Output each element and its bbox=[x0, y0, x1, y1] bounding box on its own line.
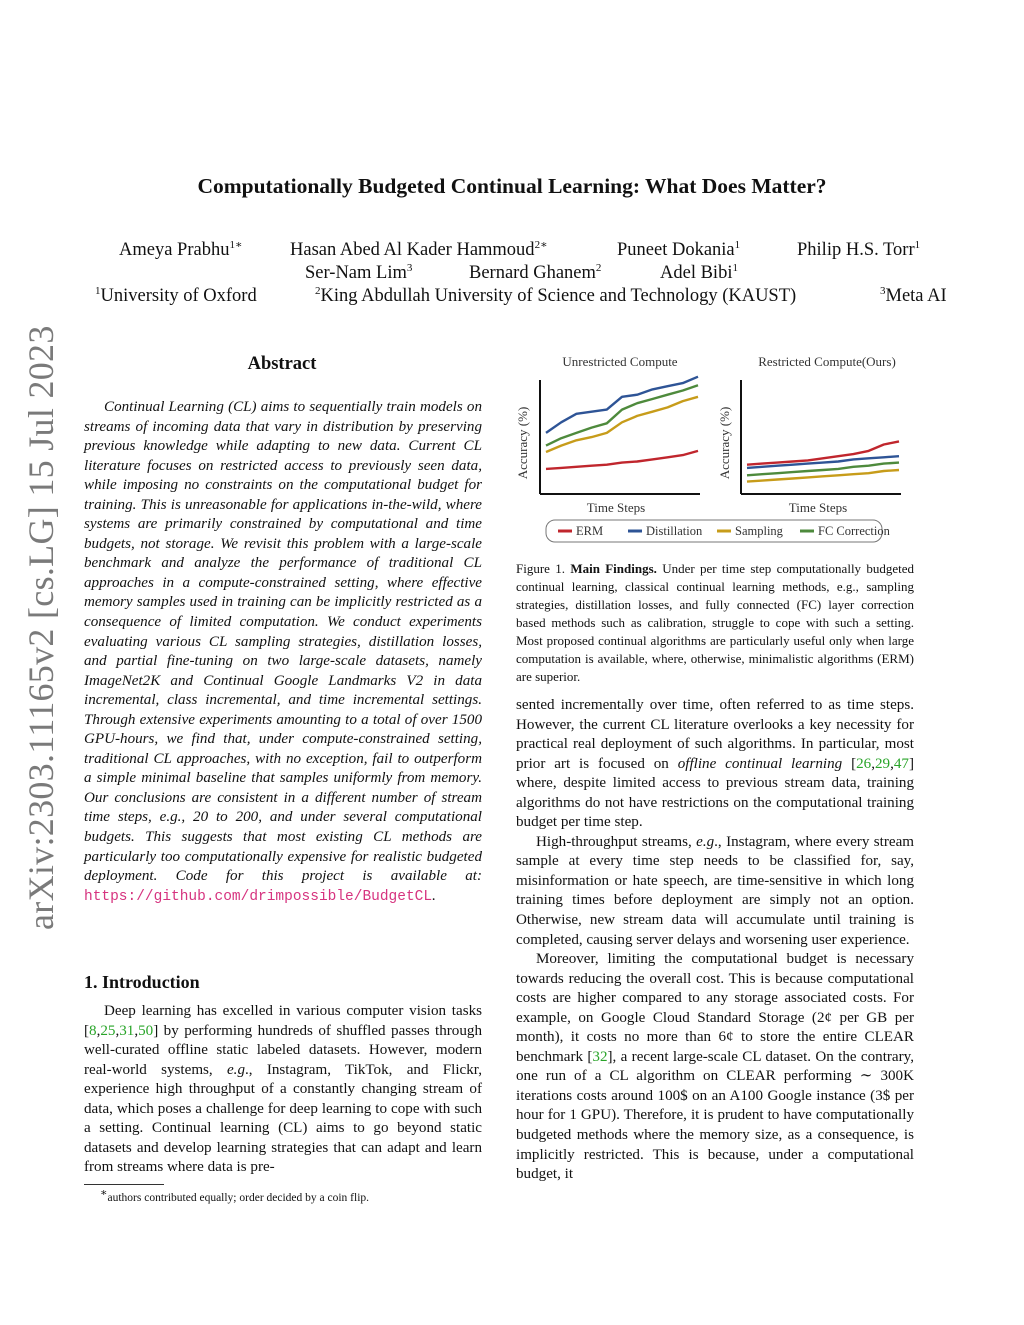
y-axis-label: Accuracy (%) bbox=[515, 406, 530, 480]
series-line-sampling bbox=[546, 397, 698, 452]
figure-1 bbox=[510, 348, 920, 548]
figure-caption: Figure 1. Main Findings. Under per time step computationally budgeted continual learning, classical continual learning methods, e.g., sampling strategies, distillation losses, and fully connected (FC) layer correction based methods such as calibration, struggle to cope with such a setting. Most proposed continual algorithms are particularly useful only when large computation is available, where, otherwise, minimalistic algorithms (ERM) are superior. bbox=[516, 561, 915, 684]
y-axis-label: Accuracy (%) bbox=[717, 406, 732, 480]
abstract-heading: Abstract bbox=[247, 354, 317, 374]
x-axis-label: Time Steps bbox=[586, 500, 646, 515]
author: Ser-Nam Lim$^3$ bbox=[305, 261, 413, 283]
citation-link[interactable]: 32 bbox=[592, 1048, 608, 1065]
series-line-fc-correction bbox=[546, 385, 698, 445]
footnote-rule bbox=[84, 1184, 164, 1185]
section-heading-introduction: 1. Introduction bbox=[84, 972, 200, 992]
legend-label: ERM bbox=[576, 524, 604, 538]
author: Philip H.S. Torr$^1$ bbox=[797, 238, 921, 260]
series-line-fc-correction bbox=[747, 463, 899, 476]
paragraph: Moreover, limiting the computational budget is necessary towards reducing the overall cost. This is because computational costs are higher compared to any storage associated costs. For example, on Google Cloud Standard Storage (2¢ per GB per month), it costs no more than 6¢ to store the entire CLEAR benchmark [32], a recent large-scale CL dataset. On the contrary, one run of a CL algorithm on CLEAR performing ∼ 300K iterations costs around 100$ on an A100 Google instance (3$ per hour for 1 GPU). Therefore, it is prudent to have computationally budgeted methods where the memory size, as a consequence, is implicitly restricted. This is because, under a computational budget, it bbox=[516, 951, 914, 1183]
author: Ameya Prabhu$^{1∗}$ bbox=[119, 238, 243, 260]
body-text-right bbox=[516, 696, 914, 1185]
citation-link[interactable]: 47 bbox=[893, 755, 909, 772]
citation-link[interactable]: 25 bbox=[100, 1022, 116, 1039]
series-line-erm bbox=[546, 451, 698, 469]
chart-title: Unrestricted Compute bbox=[562, 354, 678, 369]
x-axis-label: Time Steps bbox=[788, 500, 848, 515]
author: Adel Bibi$^1$ bbox=[660, 261, 738, 283]
legend-label: Sampling bbox=[735, 524, 783, 538]
paper-title: Computationally Budgeted Continual Learning: What Does Matter? bbox=[197, 174, 827, 198]
citation-link[interactable]: 50 bbox=[138, 1022, 154, 1039]
arxiv-identifier: arXiv:2303.11165v2 [cs.LG] 15 Jul 2023 bbox=[21, 325, 61, 930]
chart-title: Restricted Compute(Ours) bbox=[758, 354, 896, 369]
author: Puneet Dokania$^1$ bbox=[617, 238, 741, 260]
affiliation: $^1$University of Oxford bbox=[95, 284, 257, 306]
series-line-erm bbox=[747, 441, 899, 464]
affiliation: $^3$Meta AI bbox=[880, 284, 947, 306]
legend-label: FC Correction bbox=[818, 524, 890, 538]
affiliation: $^2$King Abdullah University of Science and Technology (KAUST) bbox=[315, 284, 797, 306]
paragraph: sented incrementally over time, often referred to as time steps. However, the current CL literature overlooks a key necessity for practical real deployment of such algorithms. In particular, most prior art is focused on offline continual learning [26,29,47] where, despite limited access to previous stream data, training algorithms do not have restrictions on the computational training budget per time step. bbox=[516, 697, 914, 831]
citation-link[interactable]: 26 bbox=[856, 755, 872, 772]
citation-link[interactable]: 29 bbox=[875, 755, 891, 772]
citation-link[interactable]: 31 bbox=[119, 1022, 135, 1039]
author: Bernard Ghanem$^2$ bbox=[469, 261, 602, 283]
introduction-paragraph: Deep learning has excelled in various computer vision tasks [8,25,31,50] by performing hundreds of shuffled passes through well-curated offline static labeled datasets. However, modern real-world systems, e.g., Instagram, TikTok, and Flickr, experience high throughput of a constantly changing stream of data, which poses a challenge for deep learning to cope with such a setting. Continual learning (CL) aims to go beyond static datasets and develop learning strategies that can adapt and learn from streams where data is pre- bbox=[84, 1003, 482, 1176]
author: Hasan Abed Al Kader Hammoud$^{2∗}$ bbox=[290, 238, 548, 260]
series-line-sampling bbox=[747, 470, 899, 482]
legend-label: Distillation bbox=[646, 524, 703, 538]
paragraph: High-throughput streams, e.g., Instagram, where every stream sample at every time step needs to be classified for, say, misinformation or hate speech, are time-sensitive in which long training times before deployment are simply not an option. Otherwise, new stream data will accumulate until training is completed, causing server delays and worsening user experience. bbox=[516, 833, 915, 948]
code-link[interactable]: https://github.com/drimpossible/BudgetCL bbox=[84, 888, 433, 905]
abstract-text: Continual Learning (CL) aims to sequentially train models on streams of incoming data that vary in distribution by preserving previous knowledge while adapting to new data. Current CL literature focuses on restricted access to previously seen data, while imposing no constraints on the computational budget for training. This is unreasonable for applications in-the-wild, where systems are primarily constrained by computational and time budgets, not storage. We revisit this problem with a large-scale benchmark and analyze the performance of traditional CL approaches in a compute-constrained setting, where effective memory samples used in training can be implicitly restricted as a consequence of limited computation. We conduct experiments evaluating various CL sampling strategies, distillation losses, and partial fine-tuning on two large-scale datasets, namely ImageNet2K and Continual Google Landmarks V2 in data incremental, class incremental, and time incremental settings. Through extensive experiments amounting to a total of over 1500 GPU-hours, we find that, under compute-constrained setting, traditional CL approaches, with no exception, fail to outperform a simple minimal baseline that samples uniformly from memory. Our conclusions are consistent in a different number of stream time steps, e.g., 20 to 200, and under several computational budgets. This suggests that most existing CL methods are particularly too computationally expensive for realistic budgeted deployment. Code for this project is available at: https://github.com/drimpossible/BudgetCL. bbox=[84, 399, 482, 905]
footnote: ∗authors contributed equally; order decided by a coin flip. bbox=[100, 1187, 370, 1204]
citation-link[interactable]: 8 bbox=[89, 1022, 97, 1039]
